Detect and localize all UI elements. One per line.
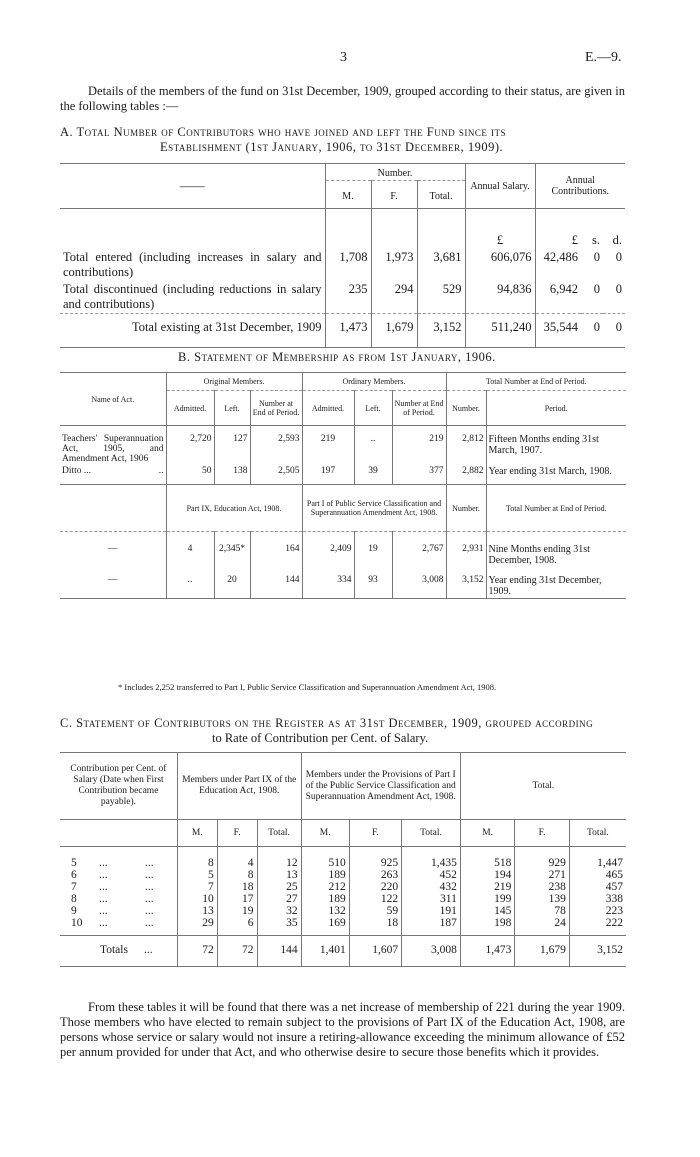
cell-m: 1,708 bbox=[325, 249, 371, 281]
totals-row bbox=[60, 936, 626, 967]
table-row bbox=[60, 314, 625, 348]
cell-f-3: 238 bbox=[515, 881, 570, 893]
cell-number: 2,812 bbox=[446, 426, 486, 466]
cell-m-3: 518 bbox=[460, 857, 515, 869]
rate: 6 bbox=[71, 869, 77, 881]
header-total-end: Total Number at End of Period. bbox=[446, 373, 626, 391]
unit-shillings: s. bbox=[592, 233, 600, 247]
section-a-title-line1: A. Total Number of Contributors who have joined and left the Fund since its bbox=[60, 125, 506, 139]
cell-m-1: 8 bbox=[177, 857, 217, 869]
cell-left: 138 bbox=[214, 465, 250, 485]
cell-total-3: 1,447 bbox=[569, 857, 626, 869]
header-total-end-2: Total Number at End of Period. bbox=[486, 485, 626, 532]
cell-admitted: 2,720 bbox=[166, 426, 214, 466]
cell-f-3: 271 bbox=[515, 869, 570, 881]
table-row bbox=[60, 905, 626, 917]
leader-dots: ... bbox=[144, 944, 153, 956]
closing-paragraph: From these tables it will be found that there was a net increase of membership of 221 during the year 1909. Those members who have elected to remain subject to the provisions of Part IX of the Education Act, 1908, are persons whose service or salary would not insure a retiring-allowance exceeding the minimum allowance of £52 per annum provided for under that Act, and who otherwise desire to secure those benefits which it provides. bbox=[60, 1000, 625, 1059]
table-b bbox=[60, 372, 626, 599]
table-row bbox=[60, 465, 626, 485]
cell-pounds: 42,486 bbox=[535, 249, 581, 281]
cell-f-1: 8 bbox=[217, 869, 257, 881]
cell-total-2: 452 bbox=[402, 869, 461, 881]
header-original-members: Original Members. bbox=[166, 373, 302, 391]
blank-header: —— bbox=[179, 178, 205, 193]
cell-c: 144 bbox=[250, 567, 302, 599]
leader-dots: ... bbox=[99, 893, 108, 905]
cell-e: 19 bbox=[354, 532, 392, 568]
unit-pound: £ bbox=[465, 209, 535, 250]
cell-number-end-2: 219 bbox=[392, 426, 446, 466]
cell-pounds: 6,942 bbox=[535, 281, 581, 314]
unit-pound-2: £ bbox=[535, 209, 581, 250]
cell-shillings: 0 bbox=[593, 282, 600, 296]
cell-total: 529 bbox=[417, 281, 465, 314]
cell-f-2: 18 bbox=[349, 917, 401, 936]
total-total-3: 3,152 bbox=[569, 936, 626, 967]
total-f-2: 1,607 bbox=[349, 936, 401, 967]
header-period: Period. bbox=[486, 391, 626, 426]
total-m-1: 72 bbox=[177, 936, 217, 967]
page-number: 3 bbox=[340, 50, 347, 65]
table-row bbox=[60, 857, 626, 869]
cell-total-3: 465 bbox=[569, 869, 626, 881]
cell-shillings: 0 bbox=[593, 250, 600, 264]
cell-f-3: 139 bbox=[515, 893, 570, 905]
cell-admitted-2: 197 bbox=[302, 465, 354, 485]
cell-total: 3,152 bbox=[417, 314, 465, 348]
cell-b: 20 bbox=[214, 567, 250, 599]
cell-number-end: 2,593 bbox=[250, 426, 302, 466]
act-name: Teachers' Superannuation Act, 1905, and Amendment Act, 1906 bbox=[62, 434, 164, 464]
header-m-2: M. bbox=[301, 820, 349, 847]
header-f-3: F. bbox=[515, 820, 570, 847]
document-reference: E.—9. bbox=[585, 50, 622, 65]
cell-total-2: 1,435 bbox=[402, 857, 461, 869]
leader-dots: ... bbox=[99, 869, 108, 881]
cell-number: 2,931 bbox=[446, 532, 486, 568]
cell-total-3: 457 bbox=[569, 881, 626, 893]
header-m: M. bbox=[325, 181, 371, 209]
cell-m-1: 7 bbox=[177, 881, 217, 893]
act-name: — bbox=[108, 544, 118, 554]
cell-total-3: 223 bbox=[569, 905, 626, 917]
header-part-ix: Members under Part IX of the Education Act, 1908. bbox=[177, 753, 301, 820]
cell-total-1: 25 bbox=[257, 881, 301, 893]
cell-total-2: 311 bbox=[402, 893, 461, 905]
cell-number: 2,882 bbox=[446, 465, 486, 485]
cell-salary: 511,240 bbox=[465, 314, 535, 348]
cell-m-2: 169 bbox=[301, 917, 349, 936]
cell-salary: 606,076 bbox=[465, 249, 535, 281]
header-m-1: M. bbox=[177, 820, 217, 847]
total-m-2: 1,401 bbox=[301, 936, 349, 967]
header-annual-contributions: Annual Contributions. bbox=[535, 164, 625, 209]
header-left-2: Left. bbox=[354, 391, 392, 426]
leader-dots: ... bbox=[99, 881, 108, 893]
leader-dots: ... bbox=[99, 857, 108, 869]
header-number-end-2: Number at End of Period. bbox=[392, 391, 446, 426]
header-total-2: Total. bbox=[402, 820, 461, 847]
cell-d: 334 bbox=[302, 567, 354, 599]
table-row bbox=[60, 917, 626, 936]
header-ordinary-members: Ordinary Members. bbox=[302, 373, 446, 391]
cell-a: 4 bbox=[166, 532, 214, 568]
cell-pence: 0 bbox=[615, 282, 622, 296]
table-row bbox=[60, 532, 626, 568]
cell-f-2: 59 bbox=[349, 905, 401, 917]
leader-dots: ... bbox=[145, 905, 154, 917]
total-f-3: 1,679 bbox=[515, 936, 570, 967]
table-row bbox=[60, 893, 626, 905]
cell-f-2: 122 bbox=[349, 893, 401, 905]
header-part-i: Part I of Public Service Classification and Superannuation Amendment Act, 1908. bbox=[302, 485, 446, 532]
act-name: — bbox=[108, 575, 118, 585]
header-total-3: Total. bbox=[569, 820, 626, 847]
leader-dots: ... bbox=[145, 893, 154, 905]
cell-m-1: 13 bbox=[177, 905, 217, 917]
cell-f-2: 263 bbox=[349, 869, 401, 881]
cell-m: 1,473 bbox=[325, 314, 371, 348]
cell-m-1: 29 bbox=[177, 917, 217, 936]
cell-number-end-2: 377 bbox=[392, 465, 446, 485]
header-number-end: Number at End of Period. bbox=[250, 391, 302, 426]
table-c bbox=[60, 752, 626, 967]
cell-f-2: 925 bbox=[349, 857, 401, 869]
rate: 8 bbox=[71, 893, 77, 905]
cell-pence: 0 bbox=[615, 320, 622, 334]
leader-dots: ... bbox=[145, 917, 154, 929]
cell-pounds: 35,544 bbox=[535, 314, 581, 348]
cell-left-2: .. bbox=[354, 426, 392, 466]
cell-f-1: 18 bbox=[217, 881, 257, 893]
leader-dots: ... bbox=[99, 905, 108, 917]
header-m-3: M. bbox=[460, 820, 515, 847]
table-a bbox=[60, 163, 625, 348]
cell-m-3: 194 bbox=[460, 869, 515, 881]
cell-salary: 94,836 bbox=[465, 281, 535, 314]
cell-pence: 0 bbox=[615, 250, 622, 264]
cell-period: Year ending 31st March, 1908. bbox=[486, 465, 626, 485]
table-row bbox=[60, 426, 626, 466]
cell-total-3: 222 bbox=[569, 917, 626, 936]
cell-total-1: 32 bbox=[257, 905, 301, 917]
cell-period: Nine Months ending 31st December, 1908. bbox=[486, 532, 626, 568]
cell-f-1: 17 bbox=[217, 893, 257, 905]
cell-total-2: 432 bbox=[402, 881, 461, 893]
cell-b: 2,345* bbox=[214, 532, 250, 568]
header-total: Total. bbox=[460, 753, 626, 820]
leader-dots: ... bbox=[99, 917, 108, 929]
cell-m-2: 212 bbox=[301, 881, 349, 893]
cell-m-2: 132 bbox=[301, 905, 349, 917]
leader-dots: .. bbox=[158, 466, 164, 476]
cell-m-3: 145 bbox=[460, 905, 515, 917]
totals-label: Totals bbox=[100, 944, 128, 956]
cell-f: 294 bbox=[371, 281, 417, 314]
rate: 10 bbox=[71, 917, 83, 929]
row-label: Total discontinued (including reductions in salary and contributions) bbox=[63, 282, 322, 311]
section-c-title-line1: C. Statement of Contributors on the Register as at 31st December, 1909, grouped according bbox=[60, 716, 594, 730]
leader-dots: ... bbox=[145, 881, 154, 893]
cell-e: 93 bbox=[354, 567, 392, 599]
header-admitted: Admitted. bbox=[166, 391, 214, 426]
row-label: Total entered (including increases in salary and contributions) bbox=[63, 250, 322, 279]
header-annual-salary: Annual Salary. bbox=[465, 164, 535, 209]
section-a-title-line2: Establishment (1st January, 1906, to 31st December, 1909). bbox=[160, 140, 504, 154]
header-name-of-act: Name of Act. bbox=[91, 394, 135, 404]
cell-m: 235 bbox=[325, 281, 371, 314]
cell-m-3: 199 bbox=[460, 893, 515, 905]
total-total-2: 3,008 bbox=[402, 936, 461, 967]
cell-f-1: 6 bbox=[217, 917, 257, 936]
cell-f-3: 24 bbox=[515, 917, 570, 936]
cell-m-3: 198 bbox=[460, 917, 515, 936]
header-admitted-2: Admitted. bbox=[302, 391, 354, 426]
header-total-1: Total. bbox=[257, 820, 301, 847]
cell-shillings: 0 bbox=[593, 320, 600, 334]
cell-c: 164 bbox=[250, 532, 302, 568]
table-row bbox=[60, 869, 626, 881]
cell-m-3: 219 bbox=[460, 881, 515, 893]
cell-admitted: 50 bbox=[166, 465, 214, 485]
cell-m-1: 5 bbox=[177, 869, 217, 881]
cell-f: 1,973 bbox=[371, 249, 417, 281]
leader-dots: ... bbox=[145, 869, 154, 881]
table-row bbox=[60, 281, 625, 314]
intro-paragraph: Details of the members of the fund on 31st December, 1909, grouped according to their status, are given in the following tables :— bbox=[60, 84, 625, 113]
cell-f-2: 220 bbox=[349, 881, 401, 893]
cell-f: 3,008 bbox=[392, 567, 446, 599]
header-part-i: Members under the Provisions of Part I of the Public Service Classification and Superannuation Amendment Act, 1908. bbox=[301, 753, 460, 820]
rate: 7 bbox=[71, 881, 77, 893]
cell-d: 2,409 bbox=[302, 532, 354, 568]
cell-total-2: 187 bbox=[402, 917, 461, 936]
cell-a: .. bbox=[166, 567, 214, 599]
leader-dots: ... bbox=[145, 857, 154, 869]
cell-number: 3,152 bbox=[446, 567, 486, 599]
table-row bbox=[60, 567, 626, 599]
cell-f-3: 78 bbox=[515, 905, 570, 917]
header-left: Left. bbox=[214, 391, 250, 426]
header-f-2: F. bbox=[349, 820, 401, 847]
cell-total-1: 12 bbox=[257, 857, 301, 869]
cell-m-2: 510 bbox=[301, 857, 349, 869]
footnote: * Includes 2,252 transferred to Part I, Public Service Classification and Superannuation Amendment Act, 1908. bbox=[118, 682, 497, 692]
total-total-1: 144 bbox=[257, 936, 301, 967]
total-m-3: 1,473 bbox=[460, 936, 515, 967]
header-f-1: F. bbox=[217, 820, 257, 847]
cell-total: 3,681 bbox=[417, 249, 465, 281]
header-part-ix: Part IX, Education Act, 1908. bbox=[166, 485, 302, 532]
unit-pence: d. bbox=[612, 233, 622, 247]
header-number: Number. bbox=[446, 391, 486, 426]
cell-total-1: 27 bbox=[257, 893, 301, 905]
cell-left-2: 39 bbox=[354, 465, 392, 485]
rate: 9 bbox=[71, 905, 77, 917]
table-row bbox=[60, 881, 626, 893]
cell-total-1: 13 bbox=[257, 869, 301, 881]
act-name: Ditto ... bbox=[62, 466, 92, 476]
header-total: Total. bbox=[417, 181, 465, 209]
cell-f: 1,679 bbox=[371, 314, 417, 348]
cell-f: 2,767 bbox=[392, 532, 446, 568]
cell-m-1: 10 bbox=[177, 893, 217, 905]
section-c-title-line2: to Rate of Contribution per Cent. of Salary. bbox=[212, 731, 429, 745]
cell-total-3: 338 bbox=[569, 893, 626, 905]
total-f-1: 72 bbox=[217, 936, 257, 967]
cell-m-2: 189 bbox=[301, 869, 349, 881]
cell-f-3: 929 bbox=[515, 857, 570, 869]
header-number-3: Number. bbox=[446, 485, 486, 532]
cell-total-1: 35 bbox=[257, 917, 301, 936]
cell-f-1: 19 bbox=[217, 905, 257, 917]
rate: 5 bbox=[71, 857, 77, 869]
header-f: F. bbox=[371, 181, 417, 209]
header-number: Number. bbox=[325, 164, 465, 181]
row-label: Total existing at 31st December, 1909 bbox=[131, 320, 322, 334]
table-row bbox=[60, 249, 625, 281]
header-rate: Contribution per Cent. of Salary (Date when First Contribution became payable). bbox=[70, 764, 167, 807]
cell-total-2: 191 bbox=[402, 905, 461, 917]
cell-f-1: 4 bbox=[217, 857, 257, 869]
cell-period: Fifteen Months ending 31st March, 1907. bbox=[486, 426, 626, 466]
cell-admitted-2: 219 bbox=[302, 426, 354, 466]
cell-number-end: 2,505 bbox=[250, 465, 302, 485]
cell-m-2: 189 bbox=[301, 893, 349, 905]
cell-period: Year ending 31st December, 1909. bbox=[486, 567, 626, 599]
cell-left: 127 bbox=[214, 426, 250, 466]
section-b-title: B. Statement of Membership as from 1st January, 1906. bbox=[178, 350, 496, 364]
